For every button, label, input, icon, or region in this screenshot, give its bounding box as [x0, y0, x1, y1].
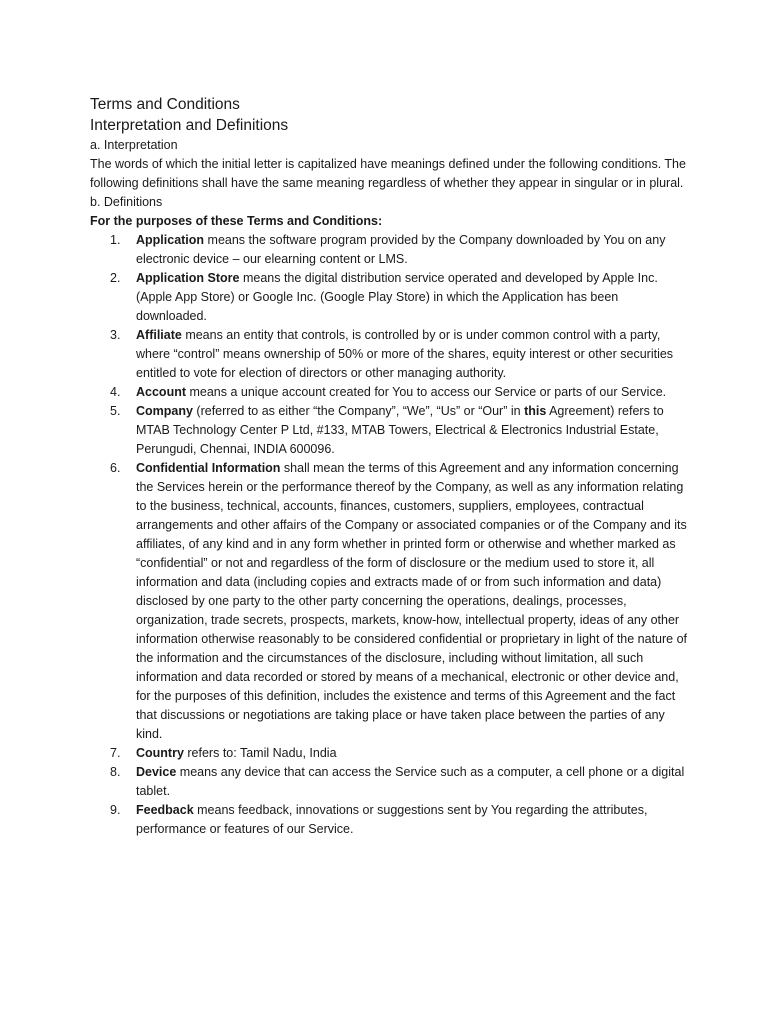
definition-text: means feedback, innovations or suggestions sent by You regarding the attributes, performance or features of our Service. [136, 803, 648, 836]
list-number: 6. [110, 461, 121, 475]
definition-term: Country [136, 746, 184, 760]
list-number: 3. [110, 328, 121, 342]
definition-item-feedback [90, 801, 690, 839]
interpretation-definitions-heading: Interpretation and Definitions [90, 117, 289, 134]
definition-term: Device [136, 765, 177, 779]
definition-text: means an entity that controls, is controlled by or is under common control with a party, where “control” means ownership of 50% or more of the shares, equity interest or other securities entitled to vote for election of directors or other managing authority. [136, 328, 674, 380]
definition-text-after: Agreement) refers to MTAB Technology Center P Ltd, #133, MTAB Towers, Electrical & Electronics Industrial Estate, Perungudi, Chennai, INDIA 600096. [136, 404, 664, 456]
definition-term: Confidential Information [136, 461, 281, 475]
definition-item-account [90, 383, 690, 402]
list-number: 5. [110, 404, 121, 418]
document-content [90, 94, 690, 839]
definition-text: means the software program provided by the Company downloaded by You on any electronic device – our elearning content or LMS. [136, 233, 666, 266]
definition-term: Application Store [136, 271, 240, 285]
definitions-list [90, 231, 690, 839]
definition-text: means any device that can access the Service such as a computer, a cell phone or a digital tablet. [136, 765, 685, 798]
section-a-heading: a. Interpretation [90, 138, 178, 152]
definition-inline-bold: this [524, 404, 547, 418]
definition-text: shall mean the terms of this Agreement and any information concerning the Services herein or the performance thereof by the Company, as well as any information relating to the business, technical, accounts, finances, customers, suppliers, employees, contractual arrangements and other affairs of the Company or associated companies or of the Company and its affiliates, of any kind and in any form whether in printed form or otherwise and whether marked as “confidential” or not and regardless of the form of disclosure or the medium used to store it, all information and data (including copies and extracts made of or from such information and data) disclosed by one party to the other party concerning the operations, dealings, processes, organization, trade secrets, prospects, markets, know-how, intellectual property, ideas of any other information otherwise reasonably to be considered confidential or proprietary in light of the nature of the information and the circumstances of the disclosure, including without limitation, all such information and data recorded or stored by means of a mechanical, electronic or other device and, for the purposes of this definition, includes the existence and terms of this Agreement and the fact that discussions or negotiations are taking place or have taken place between the parties of any kind. [136, 461, 688, 741]
list-number: 7. [110, 746, 121, 760]
definition-text: means the digital distribution service operated and developed by Apple Inc. (Apple App Store) or Google Inc. (Google Play Store) in which the Application has been downloaded. [136, 271, 658, 323]
list-number: 8. [110, 765, 121, 779]
definition-term: Account [136, 385, 186, 399]
section-b-heading: b. Definitions [90, 195, 163, 209]
definition-text: means a unique account created for You to access our Service or parts of our Service. [186, 385, 667, 399]
definition-item-confidential-information [90, 459, 690, 744]
definition-term: Company [136, 404, 193, 418]
definition-text-before: (referred to as either “the Company”, “We”, “Us” or “Our” in [192, 404, 525, 418]
definition-text: refers to: Tamil Nadu, India [183, 746, 337, 760]
list-number: 4. [110, 385, 121, 399]
definition-item-company [90, 402, 690, 459]
definition-item-application-store [90, 269, 690, 326]
definition-term: Application [136, 233, 205, 247]
list-number: 9. [110, 803, 121, 817]
definition-item-application [90, 231, 690, 269]
definition-item-country [90, 744, 690, 763]
interpretation-paragraph: The words of which the initial letter is capitalized have meanings defined under the following conditions. The following definitions shall have the same meaning regardless of whether they appear in singular or in plural. [90, 157, 686, 190]
purposes-line: For the purposes of these Terms and Conditions: [90, 214, 383, 228]
list-number: 1. [110, 233, 121, 247]
definition-term: Feedback [136, 803, 194, 817]
definition-item-device [90, 763, 690, 801]
definition-item-affiliate [90, 326, 690, 383]
list-number: 2. [110, 271, 121, 285]
document-title: Terms and Conditions [90, 96, 240, 113]
definition-term: Affiliate [136, 328, 182, 342]
